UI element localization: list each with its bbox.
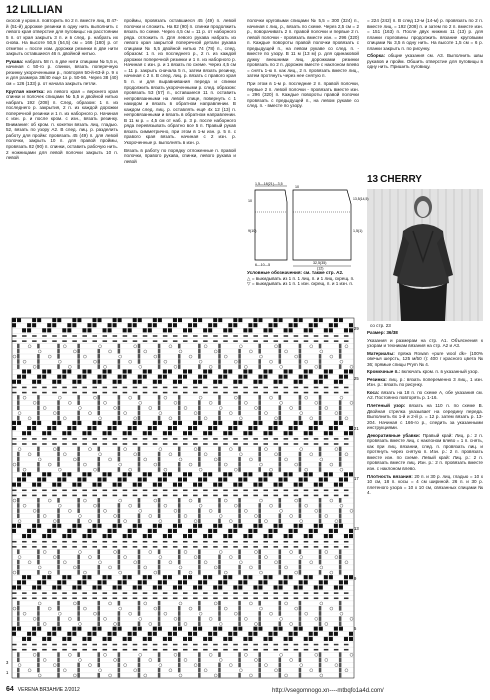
dim-label: 1,5—18(21)—3,5 xyxy=(255,182,283,186)
legend-item: △ = выкидывать из 1 п. 1 лиц. п. и 1 лиц. скрещ. п. xyxy=(247,275,355,281)
row-label: 9 xyxy=(354,576,357,581)
dim-label: 13,5(14,5) xyxy=(353,197,369,201)
magazine-name: VERENA ВЯЗАНИЕ 2/2012 xyxy=(17,686,80,693)
paragraph: Плотность вязания: 20 п. и 30 р. лиц. гладью = 10 х 10 см, 18 п. косы = 4 см шириной. 26 п. и 30 р. плетеного узора = 10 х 10 см, связанных спицами № 4. xyxy=(367,473,483,496)
row-label: 25 xyxy=(354,376,359,381)
paragraph: Резинка: лиц. р.: вязать попеременно 3 лиц., 1 изн. Изн. р.: вязать по рисунку. xyxy=(367,376,483,388)
paragraph: Плетеный узор: вязать на 110 п. по схеме В. Двойная стрелка указывает на середину переда. Выполнить 6х 1-й и 2-й р. = 12 р. затем вязать р. 13-204. Начиная с 166-го р., следить за указанными инструкциями. xyxy=(367,403,484,431)
legend-item: ▽ = выкидывать из 1 п. 1 изн. скрещ. п. и 1 изн. п. xyxy=(247,281,354,286)
section-number: 13 xyxy=(367,174,379,185)
row-label: 1 xyxy=(6,670,9,675)
paragraph: Материалы: пряжа Rowan «pure wool dk» (100% овечья шерсть, 125 м/50 г): 400 г красного цвета № 36; прямые спицы Prym № 4. xyxy=(367,350,483,367)
paragraph: Указания и размерам на стр. А1. Объяснения к узорам и техникам вязания на стр. А2 и А3. xyxy=(367,337,483,349)
paragraph: Круглая кокетка: из левого края = верхнего края спинки и полочек спицами № 5,5 и двойной нитью набрать 192 (208) п. След. образом: 1 п. из последнего р. закрытия, 2 п. из каждой дорожки поперечной резинки и 1 п. из наборного р. Начиная с изн. р. и после кром. с изн., вязать резинку. Внимание: об кром. п. кокетки вязать лиц. гладью. 52, вязать по узору А2. В след. лиц. р. разделить работу для пройм: провязать 45 (49) п. для левой полочки, закрыть 10 п. для правой проймы, провязать 82 (90) п. спинки, оставить рабочую нить. 2 ножницами для левой полочки закрыть 10 п. левой xyxy=(6,88,118,161)
text-column-4 xyxy=(367,18,483,72)
knitting-chart xyxy=(4,318,364,680)
model-figure xyxy=(389,191,455,321)
row-label: 5 xyxy=(354,626,357,631)
row-label: 29 xyxy=(354,326,359,331)
paragraph: Размер: 36/38 xyxy=(367,330,398,335)
text-column-2 xyxy=(124,18,236,166)
section-header-12 xyxy=(6,4,62,16)
dim-label: 9(10) xyxy=(248,229,257,233)
paragraph: скосов у кром.п. повторить по 2 п. вместе лиц. В 47-й (51-й) дорожке резинки в одну нить выполнить с левого края отверстие для пуговицы: на расстоянии 5 п. от края закрыть 3 п. и в след. р. набрать их снова. На высоте 50,5 (54,5) см = 166 (180) р. от отметки = после изм. дорожки резинки в две нити закрыть оставшиеся 46 п. двойной нитью. xyxy=(6,18,118,57)
paragraph: Рукава: набрать 58 п. в две нити спицами № 5,5 и, начиная с 50-го р. спинки, вязать поперечную резинку укороченными р., повторяя 50-й-63-й р. 9 х и для размера 38/40 еще 1х р. 50-56. Через 38 (40) см = 126 (133) р. от начала закрыть петли. xyxy=(6,58,119,87)
paragraph: Вязать в работу по порядку отложенные п. правой полочки, правого рукава, спинки, левого рукава и левой xyxy=(124,147,236,164)
legend-title: Условные обозначения: см. также стр. А2. xyxy=(247,270,344,275)
garment-schematic xyxy=(247,182,369,271)
paragraph: Кромочные п.: включать кром. п. в указанный узор. xyxy=(367,369,479,375)
paragraph: Коса: вязать на 18 п. по схеме А, обе указания см. А2. Постоянно повторять р. 1-16. xyxy=(367,389,483,401)
paragraph: При этом в 1-м р. последние 2 п. правой полочки, первые 2 п. левой полочки - провязать вместе изн. = 296 (320) п. Каждые повороты правой полочки провязать с предыдущей п., на левом рукаве со след. п. - вместе по узору. xyxy=(247,81,359,109)
text-column-4b xyxy=(367,330,483,498)
dim-label: 6—10—5 xyxy=(255,263,271,267)
text-column-1 xyxy=(6,18,118,163)
row-label: 21 xyxy=(354,426,359,431)
dim-label: (12) xyxy=(317,266,324,271)
paragraph: Сборка: общие указания см. А3. Выполнить швы рукавов и пройм. Обшить отверстие для пуговицы в одну нить. Пришить пуговицу. xyxy=(367,53,484,70)
section-title: LILLIAN xyxy=(20,4,63,16)
row-label: 13 xyxy=(354,526,359,531)
dim-label: 1,5(1) xyxy=(353,229,363,233)
dim-label: 10 xyxy=(248,199,252,203)
paragraph: проймы, провязать оставшиеся 45 (49) п. левой полочки и сложить. На 82 (90) п. спинки продолжить вязать по схеме. Через 4,5 см = 11 р. от наборного ряда. отложить п. Для левого рукава набрать из левого края закрытой поперечной детали рукава спицами № 5,5 двойной нитью 74 (78) п., след. образом: 1 п. из последнего р., 2 п. из каждой дорожки поперечной резинки и 1 п. из наборного р. Начиная с изн. р. и 1 вязать по схеме. Через 4,5 см = 11 р. закрыть сначала 5 п., затем вязать резинку, начиная с 2 п. В след. лиц. р. вязать с правого края 5 п. и для выравнивания переда и спинки продолжить вязать укороченными р. след. образом: провязать 53 (57) п., оставшиеся 11 п. оставить непровязанными на левой спице, повернуть с 1 накидом и вязать в обратном направлении. В каждом след. лиц. р. оставлять ещё 4х 12 (13) п. непровязанными и вязать в обратном направлении. В 11 м р. = 4,5 см от наб. р. 3 р. после наборного ряда перевязывать обратно все 5 п. Правый рукав вязать симметрично, при этом в 1-м изн. р. 5 п. с правого края вязать. начиная с 2 изн. р. Укороченные р. выполнять в изн. р. xyxy=(124,18,236,146)
model-photo xyxy=(367,189,483,321)
paragraph: Декоративные убавки: Правый край: Лиц. р.: 2 п. провязать вместе лиц. с наклоном влево = 1 п. снять, как при лиц. вязании, след. п. провязать лиц. и протянуть через снятую п. Изн. р.: 2 п. провязать вместе изн. по схеме. Левый край: Лиц. р.: 2 п. провязать вместе лиц. Изн. р.: 2 п. провязать вместе изн. с наклоном влево. xyxy=(367,432,484,472)
row-label: 3 xyxy=(6,660,9,665)
paragraph: полочки круговыми спицами № 5,5 = 300 (324) п., начиная с лиц. р., вязать по схеме. Через 2,5 см = 2 р., поворачивать 2 п. правой полочки и первые 2 п. левой полочки - провязать вместе изн. = 296 (320) п. Каждые повороты правой полочки провязать с предыдущей п., на левом рукаве со след. п. - вместе по узору. В 11 м (13 м) р. для одинаковой дужку внешними лиц. дорожками резинки провязать по 2 п. дорожек вместе с наклоном влево = снять 1-ю п. как лиц., 2 п. провязать вместе лиц., затем протянуть через нее снятую п. xyxy=(247,18,359,79)
page-number: 64 xyxy=(6,686,14,693)
photo-caption: со стр. 23 xyxy=(370,323,391,328)
section-number: 12 xyxy=(6,4,19,16)
section-header-13 xyxy=(367,174,422,185)
paragraph: = 224 (242) п. В след 12-м (14-м) р. провязать по 2 п. вместе лиц. = 192 (208) п. и затем по 2 п. вместе изн. = 151 (163) п. После двух нижних 11 (13) р. для планки горловины продолжить вязание круговыми спицами № 3,5 в одну нить. На высоте 1,5 см = 6 р. планки закрыть п. по рисунку. xyxy=(367,18,483,51)
watermark-url: http://vsegomnogo.xn----mtbqfo1a4d.com/ xyxy=(272,688,384,694)
dim-label: 10 xyxy=(295,185,299,189)
dim-label: 32,5(35) xyxy=(313,261,327,265)
page-footer xyxy=(6,686,80,693)
section-title: CHERRY xyxy=(380,174,422,185)
legend xyxy=(247,270,362,287)
text-column-3 xyxy=(247,18,359,178)
row-label: 17 xyxy=(354,476,359,481)
